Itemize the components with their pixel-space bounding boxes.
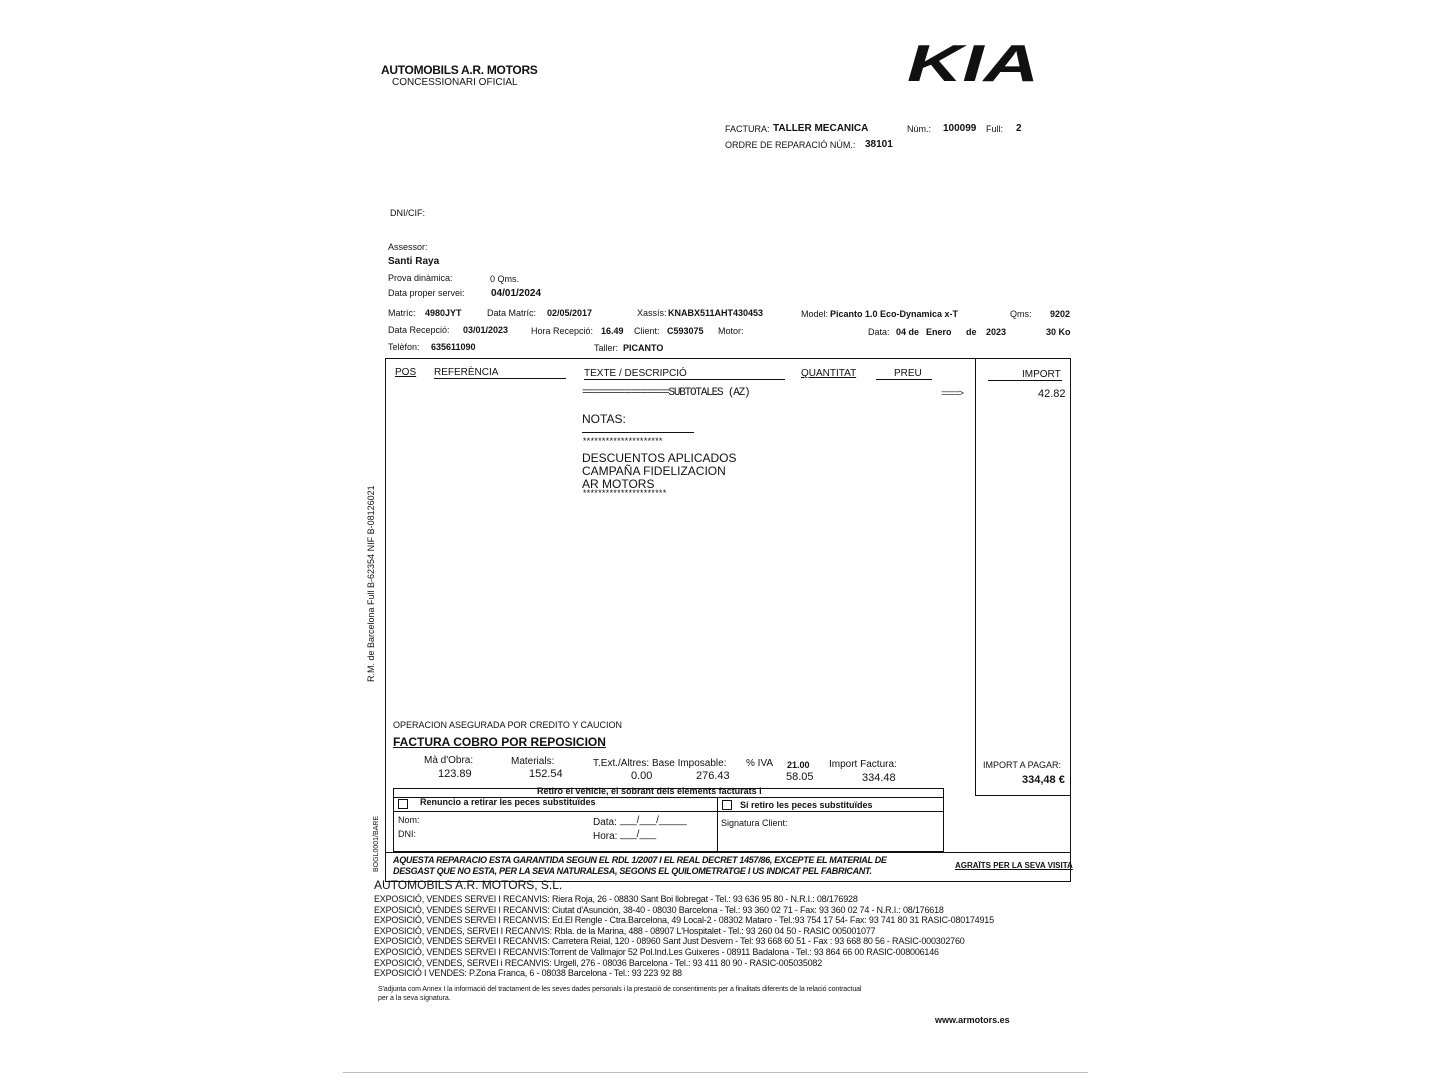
- footer-location: EXPOSICIÓ, VENDES, SERVEI I RECANVIS: Rbla. de la Marina, 488 - 08907 L'Hospitalet - Tel.: 93 260 04 50 - RASIC 005001077: [374, 925, 876, 936]
- retirement-time-field[interactable]: ___/___: [620, 829, 657, 840]
- other-value: 0.00: [631, 770, 653, 782]
- date-de: de: [966, 327, 977, 337]
- col-pos: POS: [395, 367, 417, 378]
- col-amount-underline: [988, 380, 1062, 381]
- next-service-label: Data proper servei:: [388, 288, 465, 298]
- dealer-name: AUTOMOBILS A.R. MOTORS: [381, 63, 538, 77]
- discount-line-3: AR MOTORS: [582, 477, 655, 491]
- order-label: ORDRE DE REPARACIÓ NÚM.:: [725, 140, 856, 150]
- col-reference-underline: [434, 378, 566, 379]
- chassis-label: Xassís:: [637, 308, 667, 318]
- retirement-header: Retiro el vehicle, el sobrant dels elements facturats i: [537, 786, 762, 796]
- footer-locations: [374, 894, 994, 979]
- workshop-label: Taller:: [594, 343, 619, 353]
- plate-label: Matríc:: [388, 308, 416, 318]
- footer-company: AUTOMOBILS A.R. MOTORS, S.L.: [374, 878, 563, 892]
- materials-label: Materials:: [511, 756, 555, 767]
- date-label: Data:: [868, 327, 890, 337]
- renounce-checkbox[interactable]: [398, 799, 408, 809]
- invoice-page: 2: [1016, 123, 1022, 134]
- vat-rate: 21.00: [787, 760, 810, 770]
- invoice-total-label: Import Factura:: [829, 759, 897, 770]
- retirement-date-label: Data:: [593, 817, 617, 828]
- col-price-underline: [876, 379, 932, 380]
- reg-date-value: 02/05/2017: [547, 308, 593, 318]
- stars-top: *********************: [582, 437, 662, 447]
- footer-location: EXPOSICIÓ I VENDES: P.Zona Franca, 6 - 08038 Barcelona - Tel.: 93 223 92 88: [374, 968, 682, 979]
- vat-label: % IVA: [746, 758, 774, 769]
- invoice-number: 100099: [943, 123, 977, 134]
- col-description-underline: [584, 379, 785, 380]
- subtotal-line: ================SUBTOTALES (AZ): [582, 387, 750, 399]
- km-value: 9202: [1050, 309, 1071, 319]
- date-day: 04 de: [896, 327, 920, 337]
- invoice-page-label: Full:: [986, 124, 1004, 134]
- next-service-date: 04/01/2024: [491, 288, 542, 299]
- base-value: 276.43: [696, 770, 730, 782]
- col-quantity: QUANTITAT: [801, 368, 857, 379]
- other-label: T.Ext./Altres:: [593, 758, 650, 769]
- retire-checkbox[interactable]: [722, 800, 732, 810]
- notes-label: NOTAS:: [582, 412, 626, 426]
- phone-label: Telèfon:: [388, 342, 420, 352]
- dni-signature-label: DNI:: [398, 829, 416, 839]
- privacy-line-2: per a la seva signatura.: [378, 995, 451, 1002]
- reception-label: Data Recepció:: [388, 325, 450, 335]
- base-label: Base Imposable:: [652, 758, 727, 769]
- plate-value: 4980JYT: [425, 308, 462, 318]
- guarantee-line-2: DESGAST QUE NO ESTA, PER LA SEVA NATURALESA, SEGONS EL QUILOMETRATGE I US INDICAT PEL FABRICANT.: [393, 866, 872, 876]
- advisor-label: Assessor:: [388, 242, 428, 252]
- registry-side-text: R.M. de Barcelona Full B-62354 NIF B-08126021: [366, 485, 376, 682]
- retire-label: Sí retiro les peces substituïdes: [740, 800, 873, 810]
- labor-label: Mà d'Obra:: [424, 755, 474, 766]
- test-drive-label: Prova dinàmica:: [388, 273, 453, 283]
- stars-bottom: **********************: [582, 489, 666, 499]
- reception-date: 03/01/2023: [463, 325, 509, 335]
- name-label: Nom:: [398, 815, 420, 825]
- guarantee-divider: [385, 852, 1071, 853]
- thanks-text: AGRAÏTS PER LA SEVA VISITA: [955, 861, 1073, 870]
- reception-time-label: Hora Recepció:: [531, 326, 594, 336]
- chassis-value: KNABX511AHT430453: [668, 308, 764, 318]
- reception-time: 16.49: [601, 326, 624, 336]
- retirement-row-divider: [393, 811, 944, 812]
- labor-value: 123.89: [438, 768, 472, 780]
- pay-value: 334,48 €: [1022, 774, 1065, 786]
- retirement-column-divider: [717, 797, 718, 852]
- kia-logo: [905, 38, 1041, 86]
- notes-divider: [582, 432, 694, 433]
- subtotal-arrow: ====>: [941, 389, 964, 399]
- footer-location: EXPOSICIÓ, VENDES, SERVEI i RECANVIS: Urgell, 276 - 08036 Barcelona - Tel.: 93 411 80 90 - RASIC-005035082: [374, 957, 823, 968]
- reg-date-label: Data Matríc:: [487, 308, 537, 318]
- footer-location: EXPOSICIÓ, VENDES SERVEI I RECANVIS: Riera Roja, 26 - 08830 Sant Boi llobregat - Tel.: 93 636 95 80 - N.R.I.: 08/176928: [374, 894, 858, 904]
- model-label: Model:: [801, 309, 829, 319]
- date-year: 2023: [986, 327, 1007, 337]
- scan-edge-line: [343, 1072, 1088, 1073]
- signature-label: Signatura Client:: [721, 818, 788, 828]
- subtotal-amount: 42.82: [1038, 388, 1066, 400]
- invoice-num-label: Núm.:: [907, 124, 932, 134]
- retirement-date-field[interactable]: ___/___/_____: [620, 815, 687, 826]
- website-link[interactable]: www.armotors.es: [935, 1015, 1010, 1025]
- model-value: Picanto 1.0 Eco-Dynamica x-T: [830, 309, 959, 319]
- discount-line-2: CAMPAÑA FIDELIZACION: [582, 464, 726, 478]
- invoice-type: TALLER MECANICA: [773, 123, 869, 134]
- date-extra: 30 Ko: [1046, 327, 1071, 337]
- invoice-type-label: FACTURA:: [725, 124, 770, 134]
- side-code-text: BOGL0001/BARE: [373, 815, 380, 872]
- kia-logo-text: KIA: [907, 38, 1039, 86]
- phone-value: 635611090: [431, 342, 476, 352]
- advisor-name: Santi Raya: [388, 256, 440, 267]
- amount-column-divider: [975, 358, 976, 796]
- client-value: C593075: [667, 326, 704, 336]
- client-label: Client:: [634, 326, 660, 336]
- col-reference: REFERÈNCIA: [434, 367, 499, 378]
- order-number: 38101: [865, 139, 893, 150]
- motor-label: Motor:: [718, 326, 744, 336]
- dni-label: DNI/CIF:: [390, 208, 425, 218]
- col-description: TEXTE / DESCRIPCIÓ: [584, 368, 687, 379]
- km-label: Qms:: [1010, 309, 1032, 319]
- invoice-total-value: 334.48: [862, 772, 896, 784]
- date-month: Enero: [926, 327, 952, 337]
- dealer-subtitle: CONCESSIONARI OFICIAL: [392, 77, 518, 88]
- retirement-time-label: Hora:: [593, 831, 618, 842]
- col-price: PREU: [894, 368, 922, 379]
- guarantee-line-1: AQUESTA REPARACIO ESTA GARANTIDA SEGUN EL RDL 1/2007 I EL REAL DECRET 1457/86, EXCEPTE EL MATERIAL DE: [393, 855, 887, 865]
- workshop-value: PICANTO: [623, 343, 664, 353]
- discount-line-1: DESCUENTOS APLICADOS: [582, 451, 737, 465]
- pay-label: IMPORT A PAGAR:: [983, 760, 1062, 770]
- footer-location: EXPOSICIÓ, VENDES SERVEI I RECANVIS:Torrent de Vallmajor 52 Pol.Ind.Les Guixeres - 08911 Badalona - Tel.: 93 864 66 00 RASIC-008006146: [374, 946, 939, 957]
- test-drive-value: 0 Qms.: [490, 274, 520, 284]
- billing-title: FACTURA COBRO POR REPOSICION: [393, 735, 606, 749]
- vat-value: 58.05: [786, 771, 814, 783]
- footer-location: EXPOSICIÓ, VENDES SERVEI I RECANVIS: Ciutat d'Asunción, 38-40 - 08030 Barcelona - Tel.: 93 360 02 71 - Fax: 93 360 02 74 - N.R.I.: 08/176618: [374, 904, 944, 915]
- privacy-line-1: S'adjunta com Annex I la informació del tractament de les seves dades personals i la prestació de consentiments per a finalitats diferents de la relació contractual: [378, 986, 862, 993]
- footer-location: EXPOSICIÓ, VENDES SERVEI I RECANVIS: Ed.El Rengle - Ctra.Barcelona, 49 Local-2 - 08302 Mataro - Tel.:93 754 17 54- Fax: 93 741 80 31 RASIC-080174915: [374, 915, 994, 926]
- materials-value: 152.54: [529, 768, 563, 780]
- renounce-label: Renuncio a retirar les peces substituïdes: [420, 797, 596, 807]
- col-amount: IMPORT: [1022, 369, 1061, 380]
- footer-location: EXPOSICIÓ, VENDES SERVEI I RECANVIS: Carretera Reial, 120 - 08960 Sant Just Desvern - Tel: 93 668 60 51 - Fax : 93 668 80 56 - RASIC-000302760: [374, 936, 965, 947]
- operation-note: OPERACION ASEGURADA POR CREDITO Y CAUCION: [393, 720, 623, 730]
- amount-column-bottom: [975, 795, 1070, 796]
